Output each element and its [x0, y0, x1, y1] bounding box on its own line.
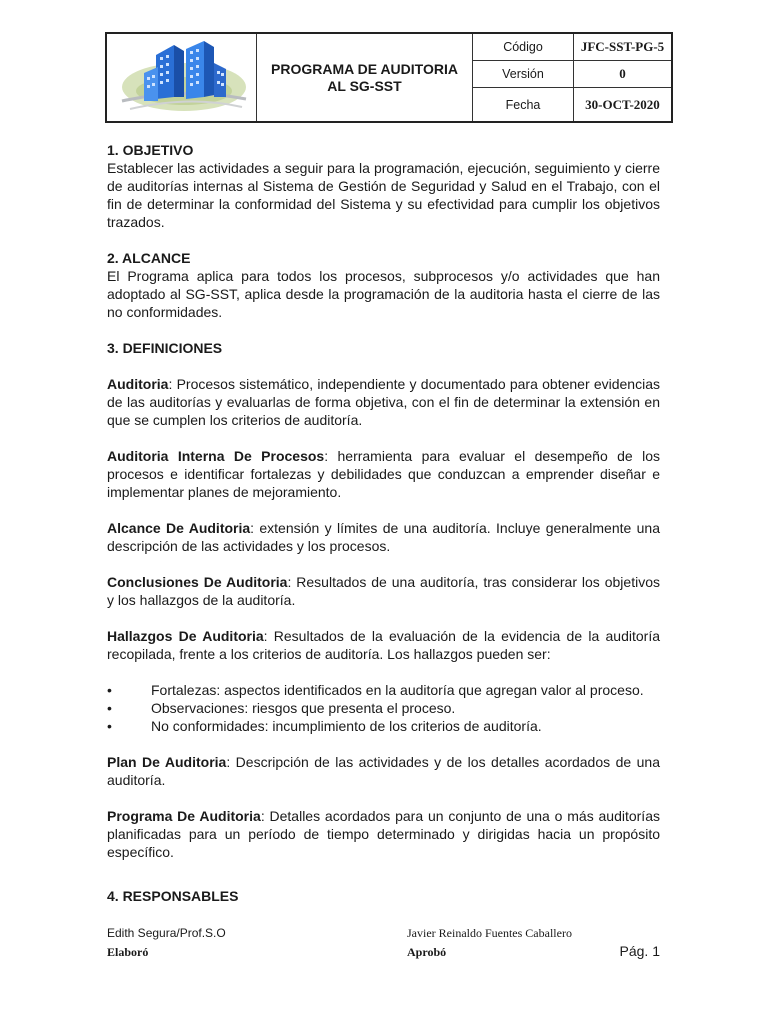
definition-text: : Procesos sistemático, independiente y documentado para obtener evidencias de las auditorías y evaluarlas de forma objetiva, con el fin de determinar la extensión en que se cumplen los criterios de auditoría. [107, 376, 660, 428]
meta-row-version [473, 61, 671, 88]
signature-labels [107, 943, 660, 960]
findings-list [107, 681, 660, 735]
document-body [107, 141, 660, 905]
section-title-alcance: 2. ALCANCE [107, 250, 191, 266]
list-item-text: Fortalezas: aspectos identificados en la auditoría que agregan valor al proceso. [151, 682, 644, 698]
buildings-logo-icon [114, 37, 250, 119]
definition-text: : Detalles acordados para un conjunto de una o más auditorías planificadas para un período de tiempo determinado y dirigidas hacia un propósito específico. [107, 808, 660, 860]
section-title-responsables: 4. RESPONSABLES [107, 888, 239, 904]
definition-item [107, 519, 660, 555]
elaboro-label: Elaboró [107, 945, 149, 959]
list-item [107, 681, 660, 699]
definition-item [107, 447, 660, 501]
document-title: PROGRAMA DE AUDITORIA AL SG-SST [257, 34, 473, 121]
definition-term: Auditoria [107, 376, 169, 392]
list-item-text: No conformidades: incumplimiento de los criterios de auditoría. [151, 718, 542, 734]
definition-item [107, 627, 660, 663]
bullet-dot: • [107, 682, 112, 698]
meta-value: JFC-SST-PG-5 [580, 39, 665, 55]
aprobo-name: Javier Reinaldo Fuentes Caballero [407, 926, 572, 940]
bullet-dot: • [107, 718, 112, 734]
signature-names [107, 926, 660, 941]
definition-item [107, 573, 660, 609]
document-meta-table [473, 34, 671, 121]
document-header [105, 32, 673, 123]
definition-item [107, 375, 660, 429]
section-title-objetivo: 1. OBJETIVO [107, 142, 194, 158]
bullet-dot: • [107, 700, 112, 716]
definition-text: : Resultados de una auditoría, tras considerar los objetivos y los hallazgos de la auditoría. [107, 574, 660, 608]
meta-value: 0 [619, 66, 626, 82]
list-item [107, 717, 660, 735]
logo-cell [107, 34, 257, 121]
definition-item [107, 807, 660, 861]
definition-item [107, 753, 660, 789]
meta-row-codigo [473, 34, 671, 61]
meta-label: Fecha [473, 88, 574, 121]
definition-term: Auditoria Interna De Procesos [107, 448, 325, 464]
section-title-definiciones: 3. DEFINICIONES [107, 340, 223, 356]
aprobo-label: Aprobó [407, 945, 447, 959]
list-item [107, 699, 660, 717]
definition-term: Programa De Auditoria [107, 808, 261, 824]
definition-text: : herramienta para evaluar el desempeño de los procesos e identificar fortalezas y debilidades que conduzcan a emprender diseñar e implementar planes de mejoramiento. [107, 448, 660, 500]
definition-term: Hallazgos De Auditoria [107, 628, 264, 644]
definition-term: Alcance De Auditoria [107, 520, 251, 536]
meta-label: Código [473, 34, 574, 60]
section-text-objetivo: Establecer las actividades a seguir para la programación, ejecución, seguimiento y cierre de auditorías internas al Sistema de Gestión de Seguridad y Salud en el Trabajo, con el fin de determinar la conformidad del Sistema y su efectividad para cumplir los objetivos trazados. [107, 160, 660, 230]
section-text-alcance: El Programa aplica para todos los procesos, subprocesos y/o actividades que han adoptado al SG-SST, aplica desde la programación de la auditoria hasta el cierre de las no conformidades. [107, 268, 660, 320]
definition-term: Conclusiones De Auditoria [107, 574, 288, 590]
definition-text: : Descripción de las actividades y de los detalles acordados de una auditoría. [107, 754, 660, 788]
meta-label: Versión [473, 61, 574, 87]
definition-text: : extensión y límites de una auditoría. Incluye generalmente una descripción de las actividades y los procesos. [107, 520, 660, 554]
page-number: Pág. 1 [619, 943, 660, 959]
list-item-text: Observaciones: riesgos que presenta el proceso. [151, 700, 456, 716]
meta-value: 30-OCT-2020 [585, 96, 660, 112]
definition-term: Plan De Auditoria [107, 754, 227, 770]
elaboro-name: Edith Segura/Prof.S.O [107, 926, 226, 940]
definition-text: : Resultados de la evaluación de la evidencia de la auditoría recopilada, frente a los criterios de auditoría. Los hallazgos pueden ser: [107, 628, 660, 662]
meta-row-fecha [473, 88, 671, 121]
document-footer [107, 926, 660, 960]
